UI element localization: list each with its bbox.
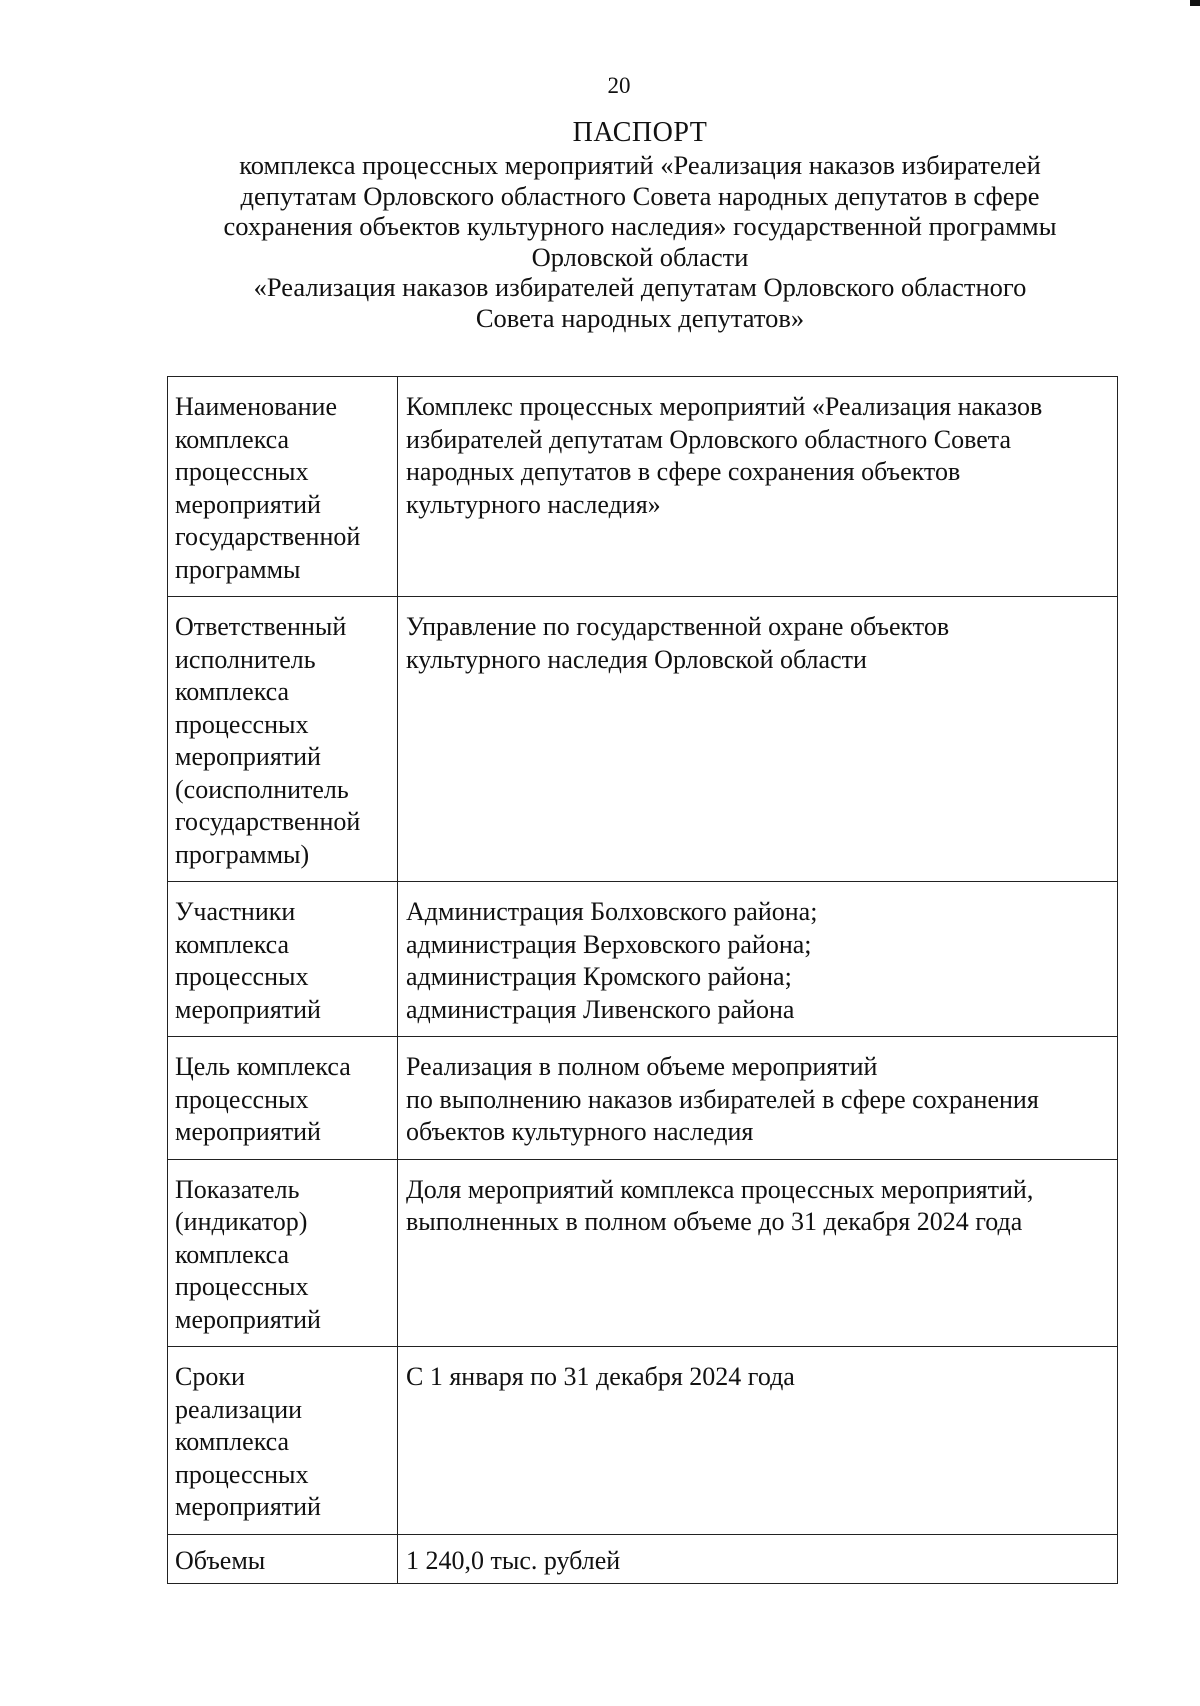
row-value-cell <box>398 1037 1118 1160</box>
row-value-line: выполненных в полном объеме до 31 декабря 2024 года <box>406 1207 1023 1236</box>
subtitle-line: комплекса процессных мероприятий «Реализация наказов избирателей <box>239 150 1041 180</box>
row-label-line: мероприятий <box>175 489 321 519</box>
row-value-cell <box>398 1534 1118 1584</box>
row-label-line: Наименование <box>175 392 337 421</box>
row-label-line: мероприятий <box>175 742 321 771</box>
subtitle-line: Орловской области <box>531 241 749 272</box>
row-label-line: Ответственный <box>175 612 347 641</box>
row-value-line: народных депутатов в сфере сохранения объектов <box>406 457 961 486</box>
row-label-cell <box>168 1037 398 1160</box>
row-label-line: Сроки <box>175 1362 245 1391</box>
row-label-line: процессных <box>175 1459 309 1489</box>
row-value-cell <box>398 1347 1118 1535</box>
subtitle-line: «Реализация наказов избирателей депутатам Орловского областного <box>253 272 1027 302</box>
row-label-line: мероприятий <box>175 994 321 1024</box>
row-value-line: 1 240,0 тыс. рублей <box>406 1545 621 1575</box>
row-label-line: комплекса <box>175 424 290 454</box>
row-label-line: программы) <box>175 839 310 869</box>
row-value-line: Реализация в полном объеме мероприятий <box>406 1052 878 1081</box>
row-value-cell <box>398 377 1118 597</box>
row-value-line: администрация Верховского района; <box>406 929 812 959</box>
row-label-line: процессных <box>175 457 309 486</box>
subtitle-line: сохранения объектов культурного наследия» государственной программы <box>223 211 1057 241</box>
row-value-line: по выполнению наказов избирателей в сфере сохранения <box>406 1084 1039 1114</box>
row-label-line: государственной <box>175 807 361 836</box>
row-label-cell <box>168 882 398 1037</box>
row-value-line: Комплекс процессных мероприятий «Реализация наказов <box>406 392 1043 421</box>
row-label-line: Цель комплекса <box>175 1052 351 1081</box>
row-label-cell <box>168 377 398 597</box>
row-value-line: С 1 января по 31 декабря 2024 года <box>406 1362 795 1391</box>
row-value-cell <box>398 597 1118 882</box>
row-label-line: комплекса <box>175 677 290 706</box>
row-value-line: Доля мероприятий комплекса процессных мероприятий, <box>406 1174 1034 1204</box>
row-value-line: администрация Кромского района; <box>406 962 792 991</box>
passport-table <box>167 376 1118 1584</box>
row-label-line: процессных <box>175 1084 309 1114</box>
document-heading <box>150 116 1130 333</box>
table-row <box>168 882 1118 1037</box>
row-label-line: процессных <box>175 1272 309 1301</box>
subtitle-line: Совета народных депутатов» <box>475 302 805 333</box>
row-label-cell <box>168 597 398 882</box>
row-value-line: Администрация Болховского района; <box>406 897 818 926</box>
row-label-cell <box>168 1534 398 1584</box>
subtitle-line: депутатам Орловского областного Совета народных депутатов в сфере <box>240 180 1040 211</box>
row-value-cell <box>398 882 1118 1037</box>
row-value-line: Управление по государственной охране объектов <box>406 612 950 641</box>
row-label-line: мероприятий <box>175 1492 321 1521</box>
table-row <box>168 377 1118 597</box>
row-label-line: процессных <box>175 709 309 739</box>
row-label-line: (соисполнитель <box>175 774 349 804</box>
row-value-line: культурного наследия» <box>406 489 661 519</box>
row-label-line: мероприятий <box>175 1304 321 1334</box>
table-row <box>168 1037 1118 1160</box>
row-value-line: культурного наследия Орловской области <box>406 644 867 674</box>
table-row <box>168 1159 1118 1347</box>
row-label-line: (индикатор) <box>175 1207 308 1236</box>
table-row <box>168 1347 1118 1535</box>
row-label-line: комплекса <box>175 1239 290 1269</box>
table-row <box>168 1534 1118 1584</box>
row-label-line: государственной <box>175 522 361 551</box>
row-label-cell <box>168 1159 398 1347</box>
document-title: ПАСПОРТ <box>572 117 708 148</box>
row-label-line: процессных <box>175 962 309 991</box>
row-label-line: Участники <box>175 897 296 926</box>
row-label-line: комплекса <box>175 929 290 959</box>
row-label-line: Объемы <box>175 1545 266 1575</box>
row-label-line: мероприятий <box>175 1117 321 1146</box>
row-value-line: объектов культурного наследия <box>406 1117 754 1146</box>
passport-table-body <box>168 377 1118 1584</box>
page-number: 20 <box>607 73 631 98</box>
row-label-line: программы <box>175 554 301 584</box>
row-label-line: исполнитель <box>175 644 316 674</box>
scan-edge-mark <box>1190 0 1200 6</box>
row-value-line: избирателей депутатам Орловского областного Совета <box>406 424 1011 454</box>
row-label-cell <box>168 1347 398 1535</box>
document-subtitle <box>150 150 1130 333</box>
row-label-line: комплекса <box>175 1427 290 1456</box>
row-value-cell <box>398 1159 1118 1347</box>
row-label-line: реализации <box>175 1394 303 1424</box>
table-row <box>168 597 1118 882</box>
row-label-line: Показатель <box>175 1174 300 1204</box>
row-value-line: администрация Ливенского района <box>406 994 795 1024</box>
